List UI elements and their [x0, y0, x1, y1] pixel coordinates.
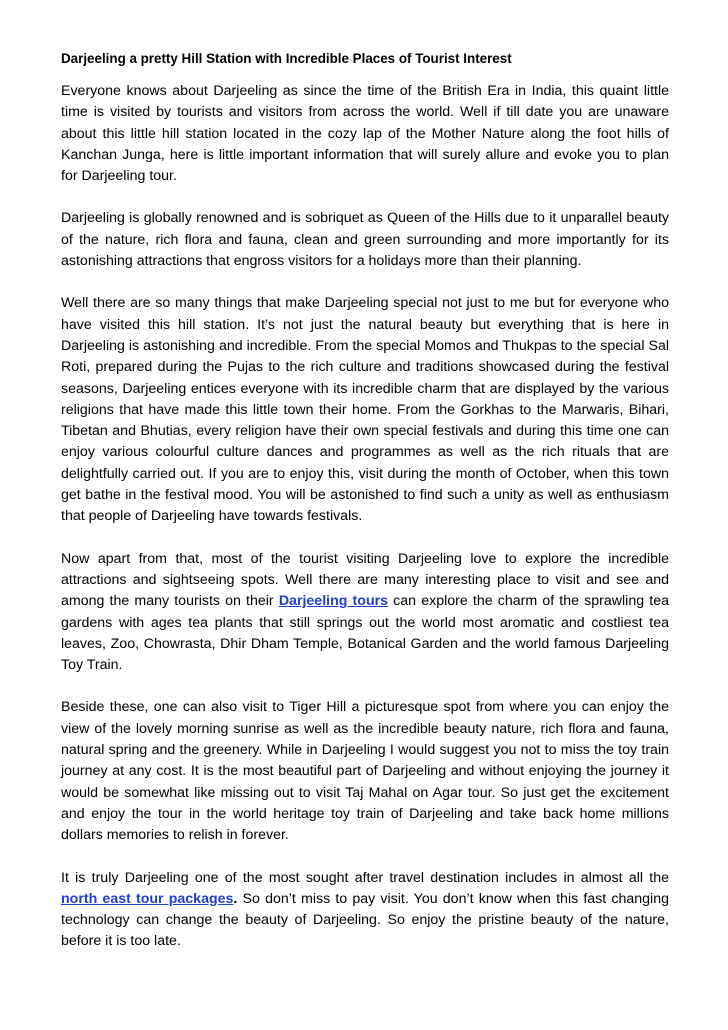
- paragraph-attractions-text-before: Now apart from that, most of the tourist visiting Darjeeling love to explore the incredible attractions and sightseeing spots. Well there are many interesting place to visit and see and among the many tourists on their: [61, 550, 669, 610]
- darjeeling-tours-link[interactable]: Darjeeling tours: [278, 593, 389, 610]
- paragraph-tiger-hill: Beside these, one can also visit to Tiger Hill a picturesque spot from where you can enjoy the view of the lovely morning sunrise as well as the incredible beauty nature, rich flora and fauna, natural spring and the greenery. While in Darjeeling I would suggest you not to miss the toy train journey at any cost. It is the most beautiful part of Darjeeling and without enjoying the journey it would be somewhat like missing out to visit Taj Mahal on Agar tour. So just get the excitement and enjoy the tour in the world heritage toy train of Darjeeling and take back home millions dollars memories to relish in forever.: [61, 699, 669, 844]
- paragraph-intro: Everyone knows about Darjeeling as since the time of the British Era in India, this quaint little time is visited by tourists and visitors from across the world. Well if till date you are unaware about this little hill station located in the cozy lap of the Mother Nature along the foot hills of Kanchan Junga, here is little important information that will surely allure and evoke you to plan for Darjeeling tour.: [61, 83, 669, 185]
- paragraph-culture: Well there are so many things that make Darjeeling special not just to me but for everyone who have visited this hill station. It’s not just the natural beauty but everything that is here in Darjeeling is astonishing and incredible. From the special Momos and Thukpas to the special Sal Roti, prepared during the Pujas to the rich culture and traditions showcased during the festival seasons, Darjeeling entices everyone with its incredible charm that are displayed by the various religions that have made this little town their home. From the Gorkhas to the Marwaris, Bihari, Tibetan and Bhutias, every religion have their own special festivals and during this time one can enjoy various colourful culture dances and programmes as well as the rich rituals that are delightfully carried out. If you are to enjoy this, visit during the month of October, when this town get bathe in the festival mood. You will be astonished to find such a unity as well as enthusiasm that people of Darjeeling have towards festivals.: [61, 295, 669, 525]
- paragraph-conclusion-period: .: [233, 890, 238, 907]
- paragraph-attractions-text-after: can explore the charm of the sprawling tea gardens with ages tea plants that still springs out the world most aromatic and costliest tea leaves, Zoo, Chowrasta, Dhir Dham Temple, Botanical Garden and the world famous Darjeeling Toy Train.: [61, 593, 669, 674]
- paragraph-conclusion-text-after: So don’t miss to pay visit. You don’t know when this fast changing technology can change the beauty of Darjeeling. So enjoy the pristine beauty of the nature, before it is too late.: [61, 890, 669, 950]
- paragraph-attractions: [61, 549, 669, 677]
- document-title: Darjeeling a pretty Hill Station with Incredible Places of Tourist Interest: [61, 51, 512, 66]
- north-east-tour-packages-link[interactable]: north east tour packages: [61, 890, 234, 907]
- document-page: [61, 48, 669, 953]
- paragraph-queen-of-hills: Darjeeling is globally renowned and is sobriquet as Queen of the Hills due to it unparallel beauty of the nature, rich flora and fauna, clean and green surrounding and more importantly for its astonishing attractions that engross visitors for a holidays more than their planning.: [61, 210, 669, 270]
- paragraph-conclusion-text-before: It is truly Darjeeling one of the most sought after travel destination includes in almost all the: [61, 869, 669, 886]
- paragraph-conclusion: [61, 868, 669, 953]
